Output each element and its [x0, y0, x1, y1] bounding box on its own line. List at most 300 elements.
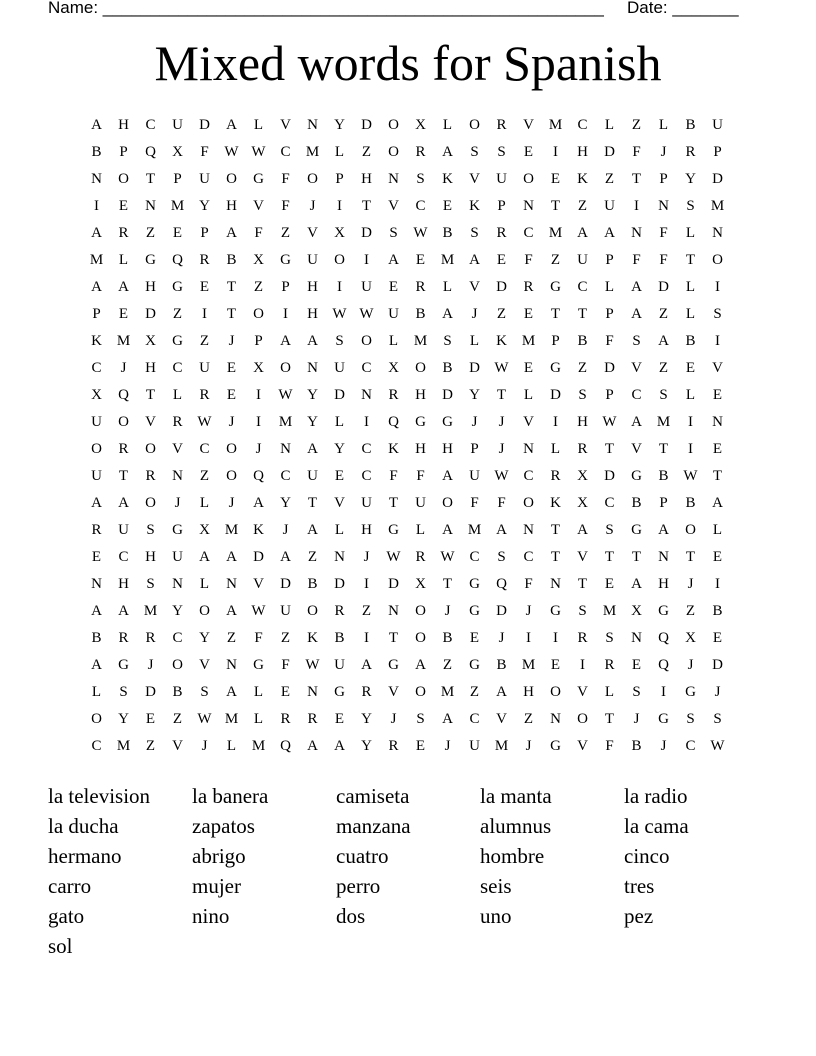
grid-letter: Y	[334, 441, 345, 457]
grid-letter: C	[577, 279, 588, 295]
grid-letter: M	[116, 333, 131, 349]
grid-letter: F	[200, 144, 209, 160]
grid-letter: H	[442, 441, 453, 457]
grid-letter: W	[278, 387, 293, 403]
grid-letter: F	[632, 252, 641, 268]
grid-letter: O	[226, 441, 237, 457]
grid-letter: G	[118, 657, 129, 673]
grid-letter: B	[631, 738, 642, 754]
grid-letter: A	[631, 279, 642, 295]
word-list-item: cuatro	[336, 844, 389, 868]
grid-letter: A	[469, 252, 480, 268]
grid-letter: R	[145, 468, 156, 484]
grid-letter: I	[715, 333, 720, 349]
grid-letter: O	[388, 144, 399, 160]
grid-letter: J	[282, 522, 289, 538]
grid-letter: V	[307, 225, 318, 241]
grid-letter: N	[658, 549, 669, 565]
grid-letter: G	[172, 279, 183, 295]
grid-row	[83, 303, 731, 330]
grid-letter: V	[631, 360, 642, 376]
grid-letter: G	[685, 684, 696, 700]
grid-letter: N	[550, 711, 561, 727]
grid-letter: B	[685, 333, 696, 349]
grid-letter: N	[91, 171, 102, 187]
grid-letter: T	[388, 630, 399, 646]
word-list-item: gato	[48, 904, 85, 928]
grid-letter: C	[280, 468, 291, 484]
grid-letter: P	[173, 171, 182, 187]
grid-letter: M	[224, 522, 239, 538]
grid-letter: H	[118, 117, 129, 133]
grid-letter: R	[91, 522, 102, 538]
grid-letter: C	[685, 738, 696, 754]
grid-letter: X	[334, 225, 345, 241]
grid-letter: G	[253, 657, 264, 673]
grid-letter: I	[580, 657, 585, 673]
word-list-item: hermano	[48, 844, 122, 868]
grid-letter: R	[280, 711, 291, 727]
grid-letter: D	[361, 117, 372, 133]
grid-letter: R	[415, 279, 426, 295]
grid-letter: L	[685, 306, 696, 322]
grid-letter: O	[469, 117, 480, 133]
grid-letter: L	[253, 117, 264, 133]
grid-letter: L	[442, 117, 453, 133]
grid-letter: K	[91, 333, 102, 349]
grid-letter: R	[496, 117, 507, 133]
grid-letter: J	[147, 657, 154, 673]
grid-letter: I	[634, 198, 639, 214]
grid-letter: S	[659, 387, 668, 403]
word-list-item: la ducha	[48, 814, 119, 838]
grid-letter: Z	[604, 171, 615, 187]
grid-letter: O	[415, 360, 426, 376]
grid-letter: C	[577, 117, 588, 133]
grid-letter: R	[604, 657, 615, 673]
grid-letter: O	[388, 117, 399, 133]
word-list-item: mujer	[192, 874, 241, 898]
grid-letter: H	[361, 171, 372, 187]
grid-letter: I	[553, 414, 558, 430]
word-list-item: la cama	[624, 814, 689, 838]
grid-letter: A	[631, 576, 642, 592]
grid-letter: X	[577, 468, 588, 484]
grid-letter: I	[364, 630, 369, 646]
grid-row	[83, 627, 731, 654]
grid-letter: H	[577, 414, 588, 430]
grid-letter: M	[89, 252, 104, 268]
grid-letter: A	[307, 738, 318, 754]
grid-letter: A	[91, 657, 102, 673]
grid-letter: C	[172, 630, 183, 646]
grid-letter: J	[525, 603, 532, 619]
grid-letter: F	[281, 171, 290, 187]
grid-letter: C	[523, 549, 534, 565]
grid-letter: S	[605, 630, 614, 646]
grid-letter: D	[604, 360, 615, 376]
grid-letter: H	[226, 198, 237, 214]
grid-letter: D	[712, 171, 723, 187]
grid-letter: S	[713, 306, 722, 322]
grid-letter: M	[467, 522, 482, 538]
grid-letter: E	[145, 711, 156, 727]
grid-letter: O	[91, 711, 102, 727]
grid-letter: E	[604, 576, 615, 592]
grid-letter: B	[496, 657, 507, 673]
grid-letter: R	[307, 711, 318, 727]
grid-letter: P	[551, 333, 560, 349]
grid-letter: E	[631, 657, 642, 673]
grid-letter: V	[523, 414, 534, 430]
grid-letter: Z	[145, 225, 156, 241]
grid-letter: S	[686, 711, 695, 727]
grid-letter: R	[118, 441, 129, 457]
grid-letter: E	[523, 360, 534, 376]
grid-letter: V	[253, 576, 264, 592]
grid-letter: G	[550, 279, 561, 295]
grid-letter: G	[469, 603, 480, 619]
grid-letter: M	[656, 414, 671, 430]
grid-letter: N	[523, 198, 534, 214]
grid-letter: G	[172, 522, 183, 538]
grid-letter: N	[523, 522, 534, 538]
grid-letter: N	[280, 441, 291, 457]
grid-letter: J	[498, 630, 505, 646]
grid-letter: L	[253, 684, 264, 700]
grid-letter: O	[118, 171, 129, 187]
grid-letter: U	[172, 117, 183, 133]
grid-letter: X	[415, 117, 426, 133]
grid-letter: R	[145, 630, 156, 646]
grid-letter: Y	[199, 630, 210, 646]
grid-letter: P	[497, 198, 506, 214]
grid-letter: G	[145, 252, 156, 268]
grid-letter: G	[388, 657, 399, 673]
grid-letter: J	[660, 144, 667, 160]
grid-letter: W	[332, 306, 347, 322]
grid-letter: S	[119, 684, 128, 700]
word-list-item: alumnus	[480, 814, 552, 838]
grid-letter: F	[524, 576, 533, 592]
word-list-item: perro	[336, 874, 381, 898]
grid-letter: R	[523, 279, 534, 295]
grid-letter: E	[523, 144, 534, 160]
grid-letter: M	[521, 333, 536, 349]
grid-letter: P	[470, 441, 479, 457]
grid-letter: N	[550, 576, 561, 592]
grid-letter: Z	[550, 252, 561, 268]
grid-letter: J	[687, 576, 694, 592]
grid-letter: T	[118, 468, 129, 484]
grid-letter: E	[712, 630, 723, 646]
grid-letter: J	[498, 441, 505, 457]
grid-letter: Z	[172, 306, 183, 322]
grid-letter: Z	[523, 711, 534, 727]
grid-letter: T	[631, 549, 642, 565]
grid-letter: H	[658, 576, 669, 592]
grid-letter: K	[577, 171, 588, 187]
grid-letter: E	[550, 171, 561, 187]
grid-letter: G	[658, 711, 669, 727]
grid-letter: G	[280, 252, 291, 268]
grid-letter: G	[253, 171, 264, 187]
grid-letter: Z	[442, 657, 453, 673]
grid-letter: S	[416, 171, 425, 187]
date-field-label: Date: _______	[627, 0, 739, 17]
grid-letter: D	[334, 576, 345, 592]
grid-letter: D	[442, 387, 453, 403]
grid-letter: T	[577, 576, 588, 592]
grid-letter: J	[444, 738, 451, 754]
grid-letter: L	[226, 738, 237, 754]
grid-letter: Y	[199, 198, 210, 214]
grid-letter: F	[632, 144, 641, 160]
grid-letter: A	[91, 225, 102, 241]
grid-row	[83, 276, 731, 303]
grid-row	[83, 222, 731, 249]
grid-letter: E	[388, 279, 399, 295]
grid-letter: L	[334, 522, 345, 538]
grid-row	[83, 519, 731, 546]
grid-letter: G	[550, 360, 561, 376]
grid-letter: A	[118, 279, 129, 295]
grid-letter: E	[523, 306, 534, 322]
grid-letter: B	[685, 495, 696, 511]
grid-letter: E	[712, 549, 723, 565]
grid-letter: B	[415, 306, 426, 322]
grid-letter: A	[442, 522, 453, 538]
grid-letter: X	[253, 252, 264, 268]
grid-letter: C	[199, 441, 210, 457]
grid-letter: Z	[631, 117, 642, 133]
grid-letter: E	[118, 306, 129, 322]
grid-letter: O	[361, 333, 372, 349]
grid-letter: K	[496, 333, 507, 349]
grid-letter: O	[307, 603, 318, 619]
grid-letter: X	[253, 360, 264, 376]
grid-letter: L	[604, 279, 615, 295]
grid-letter: V	[631, 441, 642, 457]
grid-letter: A	[712, 495, 723, 511]
grid-letter: E	[469, 630, 480, 646]
grid-letter: A	[91, 603, 102, 619]
word-list-item: cinco	[624, 844, 670, 868]
grid-letter: C	[361, 360, 372, 376]
grid-letter: S	[146, 522, 155, 538]
grid-letter: T	[496, 387, 507, 403]
grid-letter: Q	[145, 144, 156, 160]
grid-letter: L	[658, 117, 669, 133]
grid-letter: W	[683, 468, 698, 484]
grid-letter: Z	[361, 144, 372, 160]
grid-letter: L	[415, 522, 426, 538]
grid-letter: E	[334, 468, 345, 484]
grid-letter: U	[469, 468, 480, 484]
grid-letter: G	[631, 468, 642, 484]
grid-letter: V	[577, 738, 588, 754]
grid-letter: L	[442, 279, 453, 295]
grid-letter: H	[415, 387, 426, 403]
grid-letter: Q	[658, 630, 669, 646]
grid-letter: U	[415, 495, 426, 511]
grid-letter: S	[416, 711, 425, 727]
grid-letter: K	[388, 441, 399, 457]
grid-letter: S	[686, 198, 695, 214]
grid-letter: I	[364, 414, 369, 430]
grid-letter: I	[202, 306, 207, 322]
grid-letter: O	[415, 603, 426, 619]
grid-letter: U	[91, 414, 102, 430]
grid-row	[83, 654, 731, 681]
grid-letter: Q	[280, 738, 291, 754]
grid-letter: E	[442, 198, 453, 214]
grid-letter: M	[278, 414, 293, 430]
grid-letter: R	[685, 144, 696, 160]
grid-letter: Z	[577, 198, 588, 214]
grid-letter: L	[91, 684, 102, 700]
grid-letter: Y	[280, 495, 291, 511]
grid-letter: W	[710, 738, 725, 754]
grid-letter: S	[335, 333, 344, 349]
grid-letter: F	[470, 495, 479, 511]
grid-letter: J	[660, 738, 667, 754]
grid-letter: A	[118, 495, 129, 511]
grid-letter: B	[226, 252, 237, 268]
grid-letter: E	[91, 549, 102, 565]
word-list-item: la banera	[192, 784, 269, 808]
grid-letter: L	[199, 495, 210, 511]
grid-letter: C	[604, 495, 615, 511]
grid-letter: V	[469, 279, 480, 295]
grid-letter: Z	[361, 603, 372, 619]
word-list-item: pez	[624, 904, 654, 928]
grid-letter: O	[280, 360, 291, 376]
grid-letter: A	[226, 117, 237, 133]
word-list-item: la manta	[480, 784, 552, 808]
grid-letter: Z	[280, 630, 291, 646]
grid-letter: E	[712, 441, 723, 457]
grid-letter: O	[172, 657, 183, 673]
grid-letter: A	[226, 225, 237, 241]
grid-letter: M	[440, 684, 455, 700]
grid-letter: S	[200, 684, 209, 700]
grid-letter: Z	[253, 279, 264, 295]
grid-letter: S	[713, 711, 722, 727]
grid-letter: Z	[685, 603, 696, 619]
grid-letter: O	[577, 711, 588, 727]
grid-letter: Y	[307, 387, 318, 403]
grid-letter: J	[228, 333, 235, 349]
grid-letter: B	[91, 630, 102, 646]
grid-letter: A	[91, 279, 102, 295]
grid-letter: D	[604, 468, 615, 484]
grid-letter: X	[685, 630, 696, 646]
grid-letter: F	[605, 738, 614, 754]
grid-letter: D	[199, 117, 210, 133]
grid-letter: D	[712, 657, 723, 673]
grid-letter: G	[469, 576, 480, 592]
grid-letter: V	[334, 495, 345, 511]
grid-letter: G	[550, 738, 561, 754]
grid-letter: J	[390, 711, 397, 727]
grid-letter: W	[386, 549, 401, 565]
grid-letter: P	[713, 144, 722, 160]
grid-letter: D	[253, 549, 264, 565]
grid-letter: L	[523, 387, 534, 403]
grid-row	[83, 546, 731, 573]
grid-letter: Q	[253, 468, 264, 484]
grid-letter: N	[226, 576, 237, 592]
grid-letter: K	[550, 495, 561, 511]
grid-letter: T	[307, 495, 318, 511]
grid-letter: H	[145, 549, 156, 565]
grid-letter: I	[553, 144, 558, 160]
grid-letter: O	[550, 684, 561, 700]
grid-letter: O	[253, 306, 264, 322]
grid-letter: Q	[118, 387, 129, 403]
grid-letter: P	[200, 225, 209, 241]
grid-letter: P	[659, 171, 668, 187]
grid-row	[83, 330, 731, 357]
grid-letter: P	[659, 495, 668, 511]
grid-letter: A	[442, 711, 453, 727]
grid-letter: L	[604, 684, 615, 700]
grid-letter: F	[416, 468, 425, 484]
grid-letter: G	[658, 603, 669, 619]
grid-letter: Y	[334, 117, 345, 133]
grid-letter: D	[469, 360, 480, 376]
grid-letter: I	[256, 414, 261, 430]
grid-letter: O	[523, 495, 534, 511]
grid-letter: W	[494, 468, 509, 484]
grid-letter: A	[280, 333, 291, 349]
word-list-item: uno	[480, 904, 512, 928]
grid-letter: A	[577, 522, 588, 538]
grid-letter: L	[253, 711, 264, 727]
grid-letter: I	[256, 387, 261, 403]
grid-letter: R	[388, 387, 399, 403]
grid-letter: V	[145, 414, 156, 430]
grid-letter: N	[523, 441, 534, 457]
grid-letter: L	[685, 387, 696, 403]
grid-letter: V	[388, 198, 399, 214]
grid-letter: F	[659, 225, 668, 241]
grid-letter: J	[201, 738, 208, 754]
grid-letter: C	[469, 549, 480, 565]
word-list-item: hombre	[480, 844, 545, 868]
grid-letter: I	[337, 279, 342, 295]
grid-letter: I	[661, 684, 666, 700]
grid-letter: A	[496, 522, 507, 538]
grid-letter: B	[307, 576, 318, 592]
grid-letter: Z	[496, 306, 507, 322]
grid-letter: Z	[307, 549, 318, 565]
grid-letter: R	[496, 225, 507, 241]
grid-letter: E	[685, 360, 696, 376]
grid-letter: X	[145, 333, 156, 349]
grid-letter: J	[444, 603, 451, 619]
grid-letter: O	[712, 252, 723, 268]
grid-letter: Y	[685, 171, 696, 187]
grid-letter: D	[496, 603, 507, 619]
grid-letter: V	[469, 171, 480, 187]
grid-letter: Z	[280, 225, 291, 241]
grid-letter: Y	[361, 711, 372, 727]
grid-letter: B	[172, 684, 183, 700]
grid-letter: V	[577, 549, 588, 565]
grid-letter: D	[388, 576, 399, 592]
